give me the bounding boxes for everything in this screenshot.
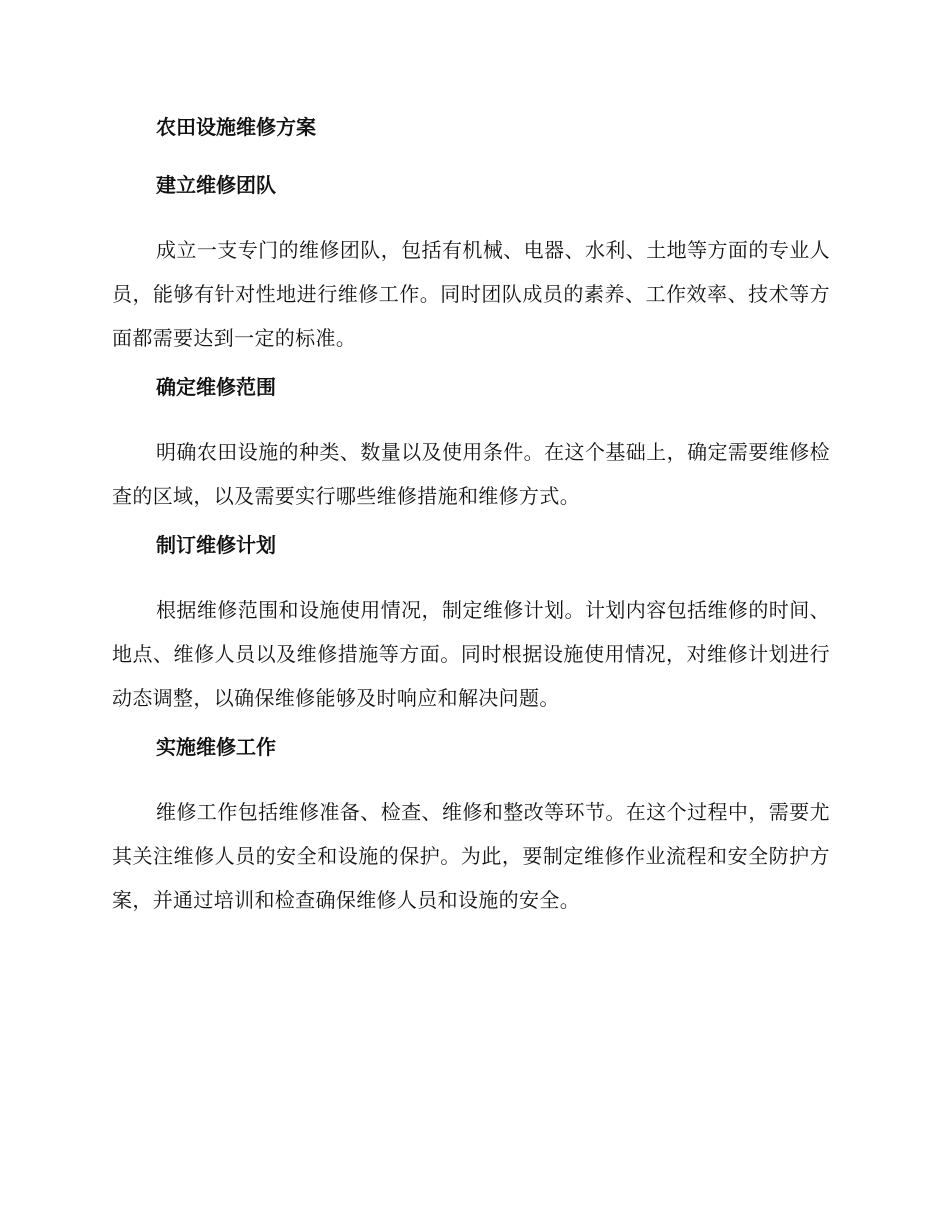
section-body-team: 成立一支专门的维修团队，包括有机械、电器、水利、土地等方面的专业人员，能够有针对性地进行维修工作。同时团队成员的素养、工作效率、技术等方面都需要达到一定的标准。 — [112, 238, 830, 350]
section-heading-plan: 制订维修计划 — [156, 533, 276, 557]
section-body-implement: 维修工作包括维修准备、检查、维修和整改等环节。在这个过程中，需要尤其关注维修人员的安全和设施的保护。为此，要制定维修作业流程和安全防护方案，并通过培训和检查确保维修人员和设施的安全。 — [112, 800, 830, 912]
section-heading-implement: 实施维修工作 — [156, 735, 276, 759]
section-body-scope: 明确农田设施的种类、数量以及使用条件。在这个基础上，确定需要维修检查的区域，以及需要实行哪些维修措施和维修方式。 — [112, 440, 830, 508]
document-page — [112, 112, 830, 934]
section-heading-scope: 确定维修范围 — [156, 375, 276, 399]
section-body-plan: 根据维修范围和设施使用情况，制定维修计划。计划内容包括维修的时间、地点、维修人员以及维修措施等方面。同时根据设施使用情况，对维修计划进行动态调整，以确保维修能够及时响应和解决问题。 — [112, 598, 830, 710]
section-heading-team: 建立维修团队 — [156, 173, 276, 197]
document-title: 农田设施维修方案 — [156, 115, 316, 139]
